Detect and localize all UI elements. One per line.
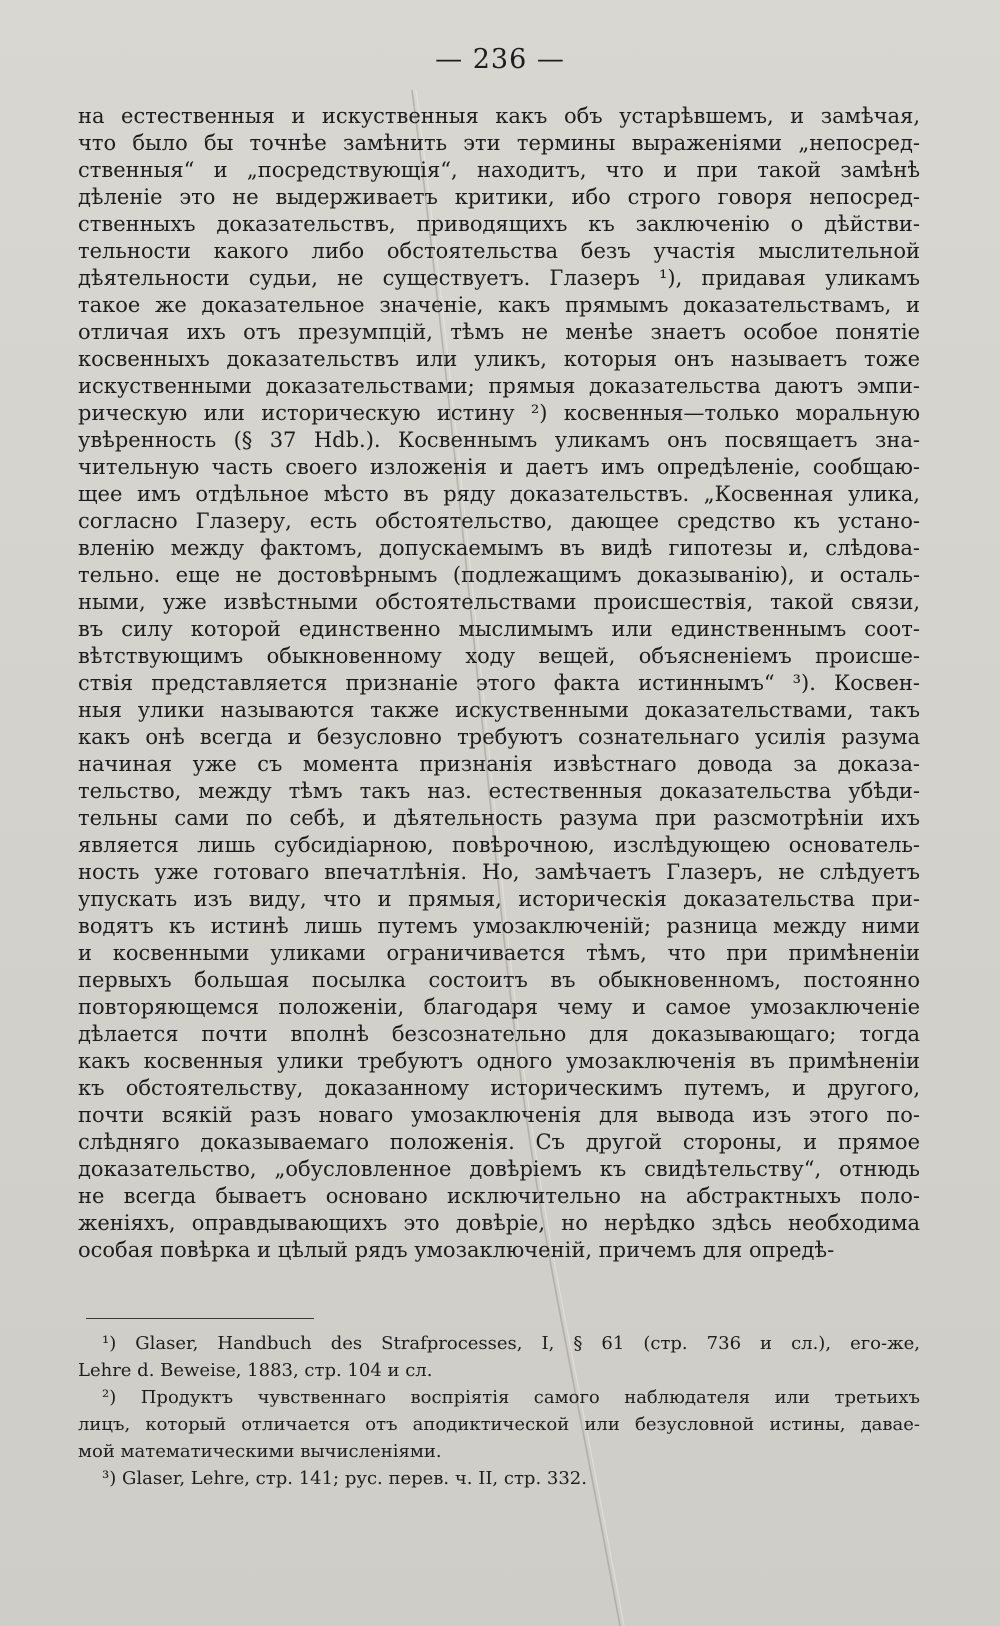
footnote-separator (86, 1318, 314, 1319)
text-line: чительную часть своего изложенія и даетъ имъ опредѣленіе, сообщаю- (78, 455, 920, 479)
text-line: женіяхъ, оправдывающихъ это довѣріе, но нерѣдко здѣсь необходима (78, 1211, 920, 1235)
text-line: отличая ихъ отъ презумпцій, тѣмъ не менѣе знаетъ особое понятіе (78, 320, 920, 344)
footnotes (78, 1330, 920, 1492)
text-line: и косвенными уликами ограничивается тѣмъ, что при примѣненіи (78, 941, 920, 965)
footnote-line: ²) Продуктъ чувственнаго воспріятія самого наблюдателя или третьихъ (102, 1387, 920, 1408)
footnote-line: ³) Glaser, Lehre, стр. 141; рус. перев. ч. II, стр. 332. (102, 1468, 587, 1489)
text-line: тельности какого либо обстоятельства безъ участія мыслительной (78, 239, 920, 263)
footnote-line: Lehre d. Beweise, 1883, стр. 104 и сл. (78, 1360, 433, 1381)
text-line: вленію между фактомъ, допускаемымъ въ видѣ гипотезы и, слѣдова- (78, 536, 920, 560)
text-line: косвенныхъ доказательствъ или уликъ, которыя онъ называетъ тоже (78, 347, 920, 371)
text-line: ными, уже извѣстными обстоятельствами происшествія, такой связи, (78, 590, 920, 614)
footnote-line: мой математическими вычисленіями. (78, 1441, 442, 1462)
page-number: — 236 — (435, 44, 565, 75)
text-line: ствія представляется признаніе этого факта истиннымъ“ ³). Косвен- (78, 671, 920, 695)
text-line: на естественныя и искуственныя какъ объ устарѣвшемъ, и замѣчая, (78, 104, 920, 128)
body-text (78, 103, 920, 1264)
text-line: къ обстоятельству, доказанному историческимъ путемъ, и другого, (78, 1076, 920, 1100)
text-line: дѣятельности судьи, не существуетъ. Глазеръ ¹), придавая уликамъ (78, 266, 920, 290)
footnote-line: ¹) Glaser, Handbuch des Strafprocesses, I, § 61 (стр. 736 и сл.), его-же, (102, 1333, 920, 1354)
text-line: дѣлается почти вполнѣ безсознательно для доказывающаго; тогда (78, 1022, 920, 1046)
text-line: упускать изъ виду, что и прямыя, историческія доказательства при- (78, 887, 920, 911)
text-line: тельны сами по себѣ, и дѣятельность разума при разсмотрѣніи ихъ (78, 806, 920, 830)
text-line: ственныя“ и „посредствующія“, находитъ, что и при такой замѣнѣ (78, 158, 920, 182)
text-line: почти всякій разъ новаго умозаключенія для вывода изъ этого по- (78, 1103, 920, 1127)
text-line: увѣренность (§ 37 Hdb.). Косвеннымъ уликамъ онъ посвящаетъ зна- (78, 428, 920, 452)
text-line: вѣтствующимъ обыкновенному ходу вещей, объясненіемъ происше- (78, 644, 920, 668)
text-line: щее имъ отдѣльное мѣсто въ ряду доказательствъ. „Косвенная улика, (78, 482, 920, 506)
text-line: такое же доказательное значеніе, какъ прямымъ доказательствамъ, и (78, 293, 920, 317)
text-line: первыхъ большая посылка состоитъ въ обыкновенномъ, постоянно (78, 968, 920, 992)
text-line: ныя улики называются также искуственными доказательствами, такъ (78, 698, 920, 722)
text-line: дѣленіе это не выдерживаетъ критики, ибо строго говоря непосред- (78, 185, 920, 209)
text-line: что было бы точнѣе замѣнить эти термины выраженіями „непосред- (78, 131, 920, 155)
text-line: доказательство, „обусловленное довѣріемъ къ свидѣтельству“, отнюдь (78, 1157, 920, 1181)
text-line: какъ косвенныя улики требуютъ одного умозаключенія въ примѣненіи (78, 1049, 920, 1073)
text-line: въ силу которой единственно мыслимымъ или единственнымъ соот- (78, 617, 920, 641)
text-line: искуственными доказательствами; прямыя доказательства даютъ эмпи- (78, 374, 920, 398)
text-line: слѣдняго доказываемаго положенія. Съ другой стороны, и прямое (78, 1130, 920, 1154)
footnote-line: лицъ, который отличается отъ аподиктической или безусловной истины, давае- (78, 1414, 920, 1435)
text-line: водятъ къ истинѣ лишь путемъ умозаключеній; разница между ними (78, 914, 920, 938)
text-line: какъ онѣ всегда и безусловно требуютъ сознательнаго усилія разума (78, 725, 920, 749)
text-line: не всегда бываетъ основано исключительно на абстрактныхъ поло- (78, 1184, 920, 1208)
text-line: ственныхъ доказательствъ, приводящихъ къ заключенію о дѣйстви- (78, 212, 920, 236)
text-line: является лишь субсидіарною, повѣрочною, изслѣдующею основатель- (78, 833, 920, 857)
text-line: рическую или историческую истину ²) косвенныя—только моральную (78, 401, 920, 425)
text-line: тельство, между тѣмъ такъ наз. естественныя доказательства убѣди- (78, 779, 920, 803)
text-line: повторяющемся положеніи, благодаря чему и самое умозаключеніе (78, 995, 920, 1019)
text-line: тельно. еще не достовѣрнымъ (подлежащимъ доказыванію), и осталь- (78, 563, 920, 587)
text-line: особая повѣрка и цѣлый рядъ умозаключеній, причемъ для опредѣ- (78, 1238, 835, 1262)
text-line: согласно Глазеру, есть обстоятельство, дающее средство къ устано- (78, 509, 920, 533)
text-line: начиная уже съ момента признанія извѣстнаго довода за доказа- (78, 752, 920, 776)
text-line: ность уже готоваго впечатлѣнія. Но, замѣчаетъ Глазеръ, не слѣдуетъ (78, 860, 920, 884)
